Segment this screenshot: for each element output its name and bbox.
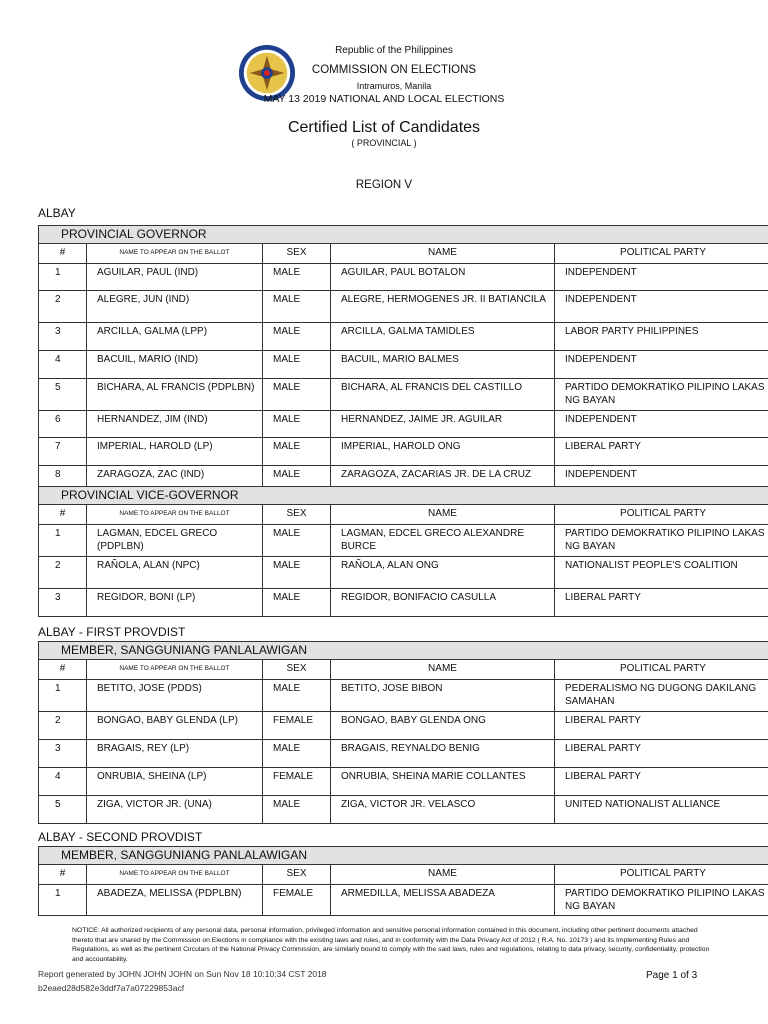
cell-name: ARMEDILLA, MELISSA ABADEZA — [331, 885, 555, 916]
republic-label: Republic of the Philippines — [335, 45, 453, 56]
position-title: MEMBER, SANGGUNIANG PANLALAWIGAN — [39, 642, 768, 660]
table-row — [39, 796, 768, 824]
cell-num: 1 — [39, 264, 87, 291]
table-row — [39, 379, 768, 411]
cell-name: RAÑOLA, ALAN ONG — [331, 557, 555, 589]
cell-ballot: RAÑOLA, ALAN (NPC) — [87, 557, 263, 589]
section-label: ALBAY — [38, 206, 76, 220]
cell-num: 1 — [39, 885, 87, 916]
cell-ballot: HERNANDEZ, JIM (IND) — [87, 411, 263, 438]
table-row — [39, 525, 768, 557]
column-header-row — [39, 865, 768, 885]
cell-ballot: IMPERIAL, HAROLD (LP) — [87, 438, 263, 466]
cell-num: 7 — [39, 438, 87, 466]
cell-party: INDEPENDENT — [555, 264, 768, 291]
table-row — [39, 291, 768, 323]
candidate-table — [38, 846, 768, 916]
cell-party: UNITED NATIONALIST ALLIANCE — [555, 796, 768, 824]
cell-num: 2 — [39, 712, 87, 740]
cell-name: BETITO, JOSE BIBON — [331, 680, 555, 712]
table-row — [39, 589, 768, 617]
cell-party: INDEPENDENT — [555, 291, 768, 323]
column-header-sex: SEX — [263, 660, 331, 680]
cell-ballot: ZARAGOZA, ZAC (IND) — [87, 466, 263, 493]
cell-num: 5 — [39, 379, 87, 411]
cell-num: 4 — [39, 351, 87, 379]
page-subtitle: ( PROVINCIAL ) — [351, 138, 417, 148]
cell-num: 6 — [39, 411, 87, 438]
cell-ballot: BICHARA, AL FRANCIS (PDPLBN) — [87, 379, 263, 411]
column-header-sex: SEX — [263, 865, 331, 885]
cell-num: 3 — [39, 740, 87, 768]
cell-ballot: ABADEZA, MELISSA (PDPLBN) — [87, 885, 263, 916]
cell-party: PARTIDO DEMOKRATIKO PILIPINO LAKAS NG BAYAN — [555, 525, 768, 557]
cell-sex: MALE — [263, 291, 331, 323]
cell-ballot: ARCILLA, GALMA (LPP) — [87, 323, 263, 351]
cell-num: 1 — [39, 525, 87, 557]
region-label: REGION V — [355, 179, 413, 191]
column-header-party: POLITICAL PARTY — [555, 865, 768, 885]
cell-sex: MALE — [263, 438, 331, 466]
table-row — [39, 411, 768, 438]
cell-name: BRAGAIS, REYNALDO BENIG — [331, 740, 555, 768]
cell-ballot: BACUIL, MARIO (IND) — [87, 351, 263, 379]
cell-party: LIBERAL PARTY — [555, 438, 768, 466]
table-row — [39, 740, 768, 768]
report-hash: b2eaed28d582e3ddf7a7a07229853acf — [38, 983, 185, 993]
page-title: Certified List of Candidates — [287, 119, 481, 136]
cell-sex: MALE — [263, 466, 331, 493]
cell-ballot: REGIDOR, BONI (LP) — [87, 589, 263, 617]
cell-name: ARCILLA, GALMA TAMIDLES — [331, 323, 555, 351]
table-row — [39, 712, 768, 740]
cell-party: LIBERAL PARTY — [555, 768, 768, 796]
cell-name: ZARAGOZA, ZACARIAS JR. DE LA CRUZ — [331, 466, 555, 493]
commission-label: COMMISSION ON ELECTIONS — [311, 64, 477, 76]
cell-num: 5 — [39, 796, 87, 824]
column-header-row — [39, 244, 768, 264]
position-title: PROVINCIAL GOVERNOR — [39, 226, 768, 244]
cell-name: ALEGRE, HERMOGENES JR. II BATIANCILA — [331, 291, 555, 323]
cell-ballot: ONRUBIA, SHEINA (LP) — [87, 768, 263, 796]
cell-num: 2 — [39, 291, 87, 323]
column-header-name: NAME — [331, 865, 555, 885]
column-header-party: POLITICAL PARTY — [555, 660, 768, 680]
cell-party: LIBERAL PARTY — [555, 740, 768, 768]
cell-sex: MALE — [263, 379, 331, 411]
cell-sex: FEMALE — [263, 768, 331, 796]
cell-sex: MALE — [263, 589, 331, 617]
cell-sex: MALE — [263, 323, 331, 351]
cell-num: 8 — [39, 466, 87, 493]
cell-party: LIBERAL PARTY — [555, 589, 768, 617]
cell-sex: FEMALE — [263, 885, 331, 916]
column-header-row — [39, 505, 768, 525]
cell-party: NATIONALIST PEOPLE'S COALITION — [555, 557, 768, 589]
candidate-table — [38, 225, 768, 493]
cell-name: ONRUBIA, SHEINA MARIE COLLANTES — [331, 768, 555, 796]
table-row — [39, 438, 768, 466]
column-header-ballot: NAME TO APPEAR ON THE BALLOT — [87, 660, 263, 680]
column-header-party: POLITICAL PARTY — [555, 505, 768, 525]
column-header-num: # — [39, 660, 87, 680]
column-header-name: NAME — [331, 244, 555, 264]
cell-num: 2 — [39, 557, 87, 589]
column-header-ballot: NAME TO APPEAR ON THE BALLOT — [87, 865, 263, 885]
column-header-num: # — [39, 505, 87, 525]
cell-name: HERNANDEZ, JAIME JR. AGUILAR — [331, 411, 555, 438]
cell-name: REGIDOR, BONIFACIO CASULLA — [331, 589, 555, 617]
cell-party: PARTIDO DEMOKRATIKO PILIPINO LAKAS NG BAYAN — [555, 379, 768, 411]
column-header-name: NAME — [331, 505, 555, 525]
cell-party: PARTIDO DEMOKRATIKO PILIPINO LAKAS NG BAYAN — [555, 885, 768, 916]
column-header-num: # — [39, 244, 87, 264]
cell-party: LIBERAL PARTY — [555, 712, 768, 740]
column-header-sex: SEX — [263, 244, 331, 264]
cell-sex: FEMALE — [263, 712, 331, 740]
cell-sex: MALE — [263, 264, 331, 291]
cell-ballot: ZIGA, VICTOR JR. (UNA) — [87, 796, 263, 824]
section-label: ALBAY - SECOND PROVDIST — [38, 830, 203, 844]
cell-ballot: AGUILAR, PAUL (IND) — [87, 264, 263, 291]
candidate-table — [38, 486, 768, 617]
section-label: ALBAY - FIRST PROVDIST — [38, 625, 186, 639]
cell-party: INDEPENDENT — [555, 351, 768, 379]
position-title: MEMBER, SANGGUNIANG PANLALAWIGAN — [39, 847, 768, 865]
report-generated-text: Report generated by JOHN JOHN JOHN on Sun Nov 18 10:10:34 CST 2018 — [38, 969, 327, 979]
cell-sex: MALE — [263, 740, 331, 768]
column-header-name: NAME — [331, 660, 555, 680]
cell-sex: MALE — [263, 680, 331, 712]
table-row — [39, 885, 768, 916]
cell-sex: MALE — [263, 557, 331, 589]
location-label: Intramuros, Manila — [356, 81, 432, 91]
table-row — [39, 323, 768, 351]
cell-name: BACUIL, MARIO BALMES — [331, 351, 555, 379]
cell-num: 1 — [39, 680, 87, 712]
cell-name: BICHARA, AL FRANCIS DEL CASTILLO — [331, 379, 555, 411]
cell-name: LAGMAN, EDCEL GRECO ALEXANDRE BURCE — [331, 525, 555, 557]
cell-party: INDEPENDENT — [555, 466, 768, 493]
column-header-row — [39, 660, 768, 680]
column-header-sex: SEX — [263, 505, 331, 525]
cell-party: INDEPENDENT — [555, 411, 768, 438]
table-row — [39, 768, 768, 796]
candidate-table — [38, 641, 768, 824]
cell-num: 3 — [39, 323, 87, 351]
cell-ballot: LAGMAN, EDCEL GRECO (PDPLBN) — [87, 525, 263, 557]
column-header-party: POLITICAL PARTY — [555, 244, 768, 264]
cell-ballot: BETITO, JOSE (PDDS) — [87, 680, 263, 712]
column-header-num: # — [39, 865, 87, 885]
table-row — [39, 264, 768, 291]
column-header-ballot: NAME TO APPEAR ON THE BALLOT — [87, 505, 263, 525]
cell-name: AGUILAR, PAUL BOTALON — [331, 264, 555, 291]
cell-sex: MALE — [263, 351, 331, 379]
table-row — [39, 351, 768, 379]
table-row — [39, 680, 768, 712]
position-title: PROVINCIAL VICE-GOVERNOR — [39, 487, 768, 505]
column-header-ballot: NAME TO APPEAR ON THE BALLOT — [87, 244, 263, 264]
cell-num: 3 — [39, 589, 87, 617]
cell-num: 4 — [39, 768, 87, 796]
cell-sex: MALE — [263, 796, 331, 824]
table-row — [39, 557, 768, 589]
cell-ballot: ALEGRE, JUN (IND) — [87, 291, 263, 323]
cell-ballot: BRAGAIS, REY (LP) — [87, 740, 263, 768]
cell-party: LABOR PARTY PHILIPPINES — [555, 323, 768, 351]
cell-name: ZIGA, VICTOR JR. VELASCO — [331, 796, 555, 824]
cell-name: BONGAO, BABY GLENDA ONG — [331, 712, 555, 740]
privacy-notice: NOTICE: All authorized recipients of any personal data, personal information, privileged information and sensitive personal information contained in this document, including other pertinent documents attached thereto that are shared by the Commission on Elections in compliance with the existing laws and rules, and in conformity with the Data Privacy Act of 2012 ( R.A. No. 10173 ) and its Implementing Rules and Regulations, as well as the pertinent Circulars of the National Privacy Commission, are similarly bound to comply with the said laws, rules and regulations, relating to data privacy, security, confidentiality, protection and accountability. — [72, 927, 710, 963]
cell-ballot: BONGAO, BABY GLENDA (LP) — [87, 712, 263, 740]
cell-sex: MALE — [263, 411, 331, 438]
cell-name: IMPERIAL, HAROLD ONG — [331, 438, 555, 466]
cell-party: PEDERALISMO NG DUGONG DAKILANG SAMAHAN — [555, 680, 768, 712]
cell-sex: MALE — [263, 525, 331, 557]
election-label: MAY 13 2019 NATIONAL AND LOCAL ELECTIONS — [263, 93, 505, 105]
page-number: Page 1 of 3 — [646, 970, 698, 981]
